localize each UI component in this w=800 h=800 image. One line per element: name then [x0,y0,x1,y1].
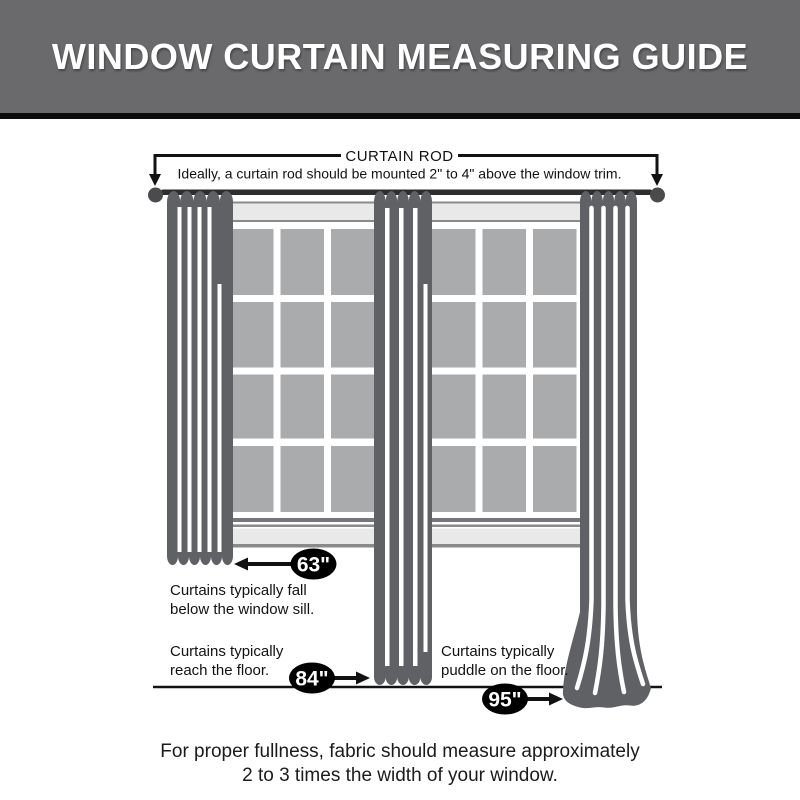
curtain-rod-callout [149,148,663,186]
measurement-value-84: 84" [295,667,329,691]
caption-sill [170,582,314,618]
measurement-value-63: 63" [296,553,331,577]
caption-floor [170,643,284,679]
svg-text:reach the floor.: reach the floor. [170,662,270,679]
down-arrow-left-icon [149,174,161,186]
measurement-puddle [441,643,569,715]
svg-text:below the window sill.: below the window sill. [170,601,315,618]
caption-puddle [441,643,569,679]
fullness-note-line2: 2 to 3 times the width of your window. [242,765,558,786]
curtain-rod-note: Ideally, a curtain rod should be mounted 2" to 4" above the window trim. [177,165,622,182]
left-arrow-icon [234,558,248,571]
right-arrow-icon [356,672,370,685]
page-title: WINDOW CURTAIN MEASURING GUIDE [51,35,749,77]
rod-finial-left [148,188,163,203]
rod-finial-right [650,188,665,203]
svg-text:Curtains typically fall: Curtains typically fall [170,582,307,599]
curtain-left-sill-length [167,191,233,565]
fullness-note [0,740,800,788]
curtain-middle-floor-length [374,191,432,685]
right-arrow-icon [549,693,563,706]
svg-text:Curtains typically: Curtains typically [441,643,555,660]
down-arrow-right-icon [651,174,663,186]
svg-text:puddle on the floor.: puddle on the floor. [441,662,569,679]
fullness-note-line1: For proper fullness, fabric should measure approximately [160,741,640,762]
svg-text:Curtains typically: Curtains typically [170,643,284,660]
curtain-rod-label: CURTAIN ROD [345,148,454,165]
measurement-value-95: 95" [488,688,522,712]
